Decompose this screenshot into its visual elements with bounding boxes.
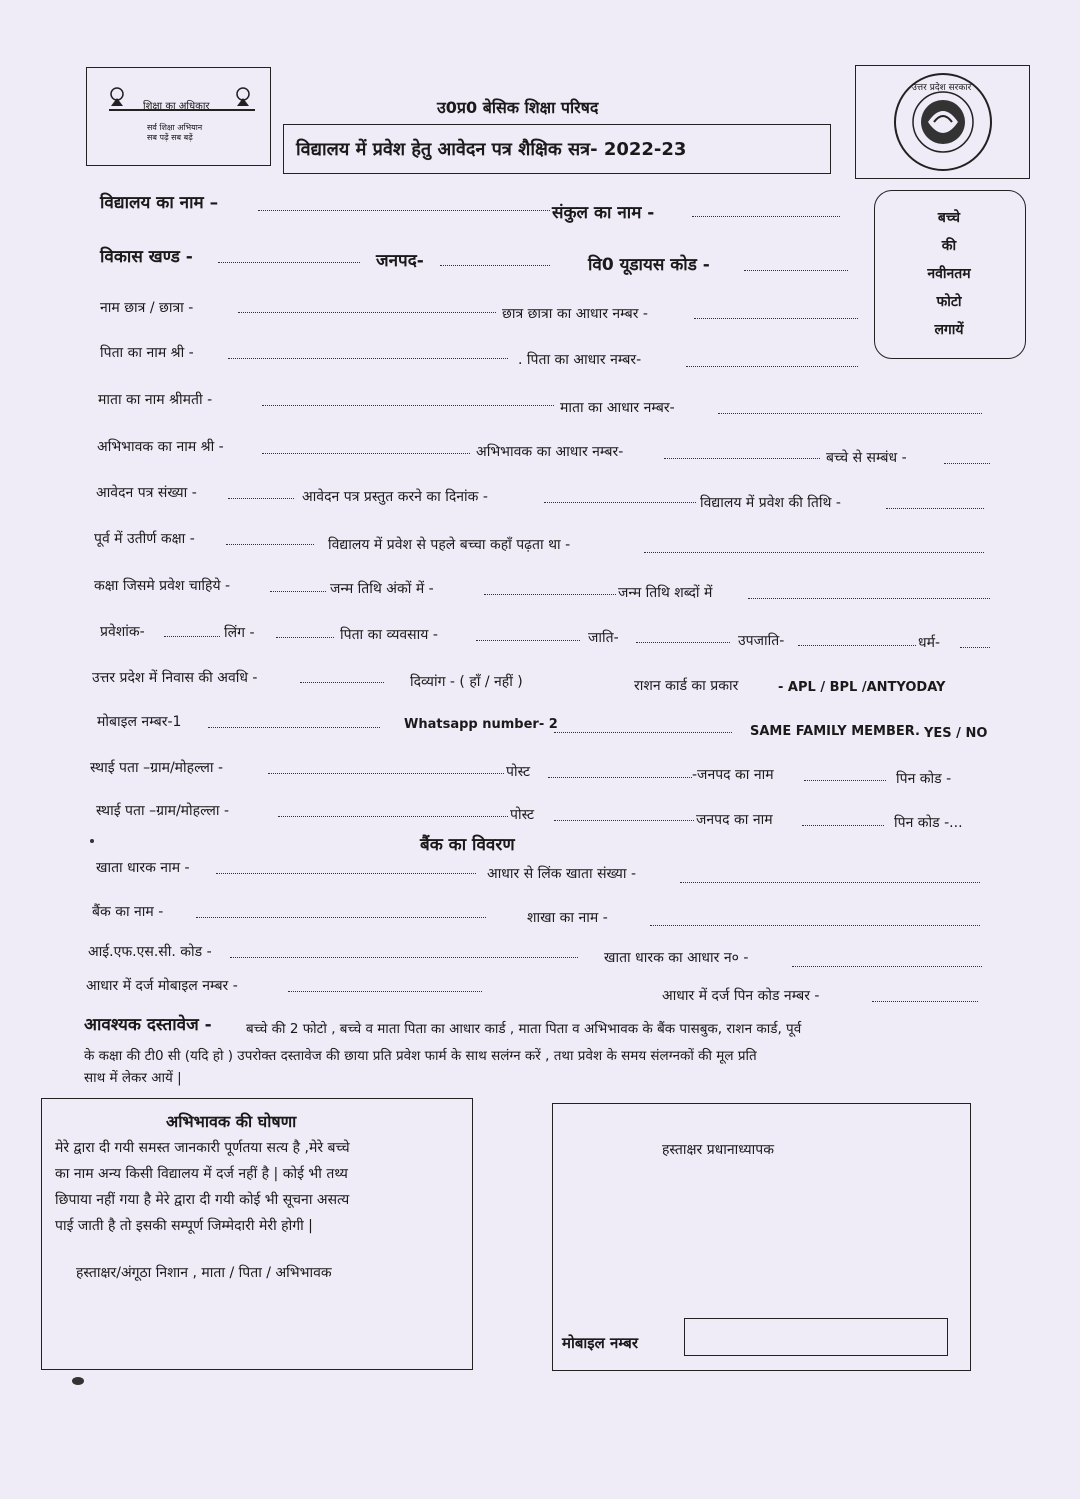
label-block: विकास खण्ड - bbox=[100, 247, 193, 267]
field-gender[interactable] bbox=[276, 637, 334, 638]
label-subcaste: उपजाति- bbox=[738, 633, 785, 649]
label-aadhar-mobile: आधार में दर्ज मोबाइल नम्बर - bbox=[86, 978, 238, 994]
field-block[interactable] bbox=[218, 262, 360, 263]
speck bbox=[90, 839, 94, 843]
field-branch[interactable] bbox=[650, 925, 980, 926]
declaration-line-1: मेरे द्वारा दी गयी समस्त जानकारी पूर्णतया सत्य है ,मेरे बच्चे bbox=[55, 1140, 350, 1156]
label-holder-aadhar: खाता धारक का आधार न० - bbox=[604, 950, 749, 966]
label-district2: -जनपद का नाम bbox=[692, 767, 774, 783]
logo-text-ssa: सर्व शिक्षा अभियान bbox=[147, 123, 203, 132]
declaration-line-3: छिपाया नहीं गया है मेरे द्वारा दी गयी कोई भी सूचना असत्य bbox=[55, 1192, 350, 1208]
label-aadhar-pin: आधार में दर्ज पिन कोड नम्बर - bbox=[662, 988, 820, 1004]
label-caste: जाति- bbox=[588, 630, 619, 646]
label-admission-no: प्रवेशांक- bbox=[100, 624, 145, 640]
label-district: जनपद- bbox=[376, 251, 424, 271]
field-guardian-name[interactable] bbox=[262, 453, 470, 454]
field-mobile1[interactable] bbox=[208, 727, 380, 728]
declaration-line-4: पाई जाती है तो इसकी सम्पूर्ण जिम्मेदारी मेरी होगी | bbox=[55, 1218, 313, 1234]
field-father-name[interactable] bbox=[228, 358, 508, 359]
documents-line-2: के कक्षा की टी0 सी (यदि हो ) उपरोक्त दस्तावेज की छाया प्रति प्रवेश फार्म के साथ सलंग्न करें , तथा प्रवेश के समय संलग्नकों की मूल प्रति bbox=[84, 1048, 757, 1064]
label-pin2: पिन कोड -... bbox=[894, 815, 963, 831]
label-district3: जनपद का नाम bbox=[696, 812, 773, 828]
field-father-aadhar[interactable] bbox=[686, 366, 858, 367]
field-ifsc[interactable] bbox=[230, 957, 578, 958]
same-family-yes-no[interactable]: YES / NO bbox=[924, 726, 988, 741]
documents-line-3: साथ में लेकर आयें | bbox=[84, 1070, 182, 1086]
label-dob-words: जन्म तिथि शब्दों में bbox=[618, 585, 713, 601]
guardian-signature-label: हस्ताक्षर/अंगूठा निशान , माता / पिता / अभिभावक bbox=[76, 1265, 332, 1281]
field-linked-acc[interactable] bbox=[680, 882, 980, 883]
label-admission-date: विद्यालय में प्रवेश की तिथि - bbox=[700, 495, 841, 511]
up-govt-seal bbox=[855, 65, 1030, 179]
field-mother-aadhar[interactable] bbox=[718, 413, 982, 414]
photo-text-4: फोटो bbox=[936, 294, 962, 310]
label-cluster-name: संकुल का नाम - bbox=[552, 203, 655, 223]
label-holder: खाता धारक नाम - bbox=[96, 860, 190, 876]
field-guardian-aadhar[interactable] bbox=[664, 458, 820, 459]
principal-mobile-label: मोबाइल नम्बर bbox=[562, 1334, 638, 1352]
principal-mobile-field[interactable] bbox=[684, 1318, 948, 1356]
principal-signature-label: हस्ताक्षर प्रधानाध्यापक bbox=[662, 1142, 775, 1158]
label-app-date: आवेदन पत्र प्रस्तुत करने का दिनांक - bbox=[302, 489, 488, 505]
field-district[interactable] bbox=[440, 265, 550, 266]
field-aadhar-pin[interactable] bbox=[872, 1001, 978, 1002]
label-student-aadhar: छात्र छात्रा का आधार नम्बर - bbox=[502, 306, 648, 322]
field-prev-school[interactable] bbox=[644, 552, 984, 553]
label-bank-name: बैंक का नाम - bbox=[92, 904, 164, 920]
label-same-family: SAME FAMILY MEMBER. bbox=[750, 724, 920, 739]
label-pin: पिन कोड - bbox=[896, 771, 952, 787]
title-box bbox=[283, 124, 831, 174]
label-mobile1: मोबाइल नम्बर-1 bbox=[97, 714, 182, 730]
field-holder-aadhar[interactable] bbox=[792, 966, 982, 967]
label-mother-name: माता का नाम श्रीमती - bbox=[98, 392, 213, 408]
label-whatsapp: Whatsapp number- 2 bbox=[404, 717, 558, 732]
label-ifsc: आई.एफ.एस.सी. कोड - bbox=[88, 944, 212, 960]
declaration-heading: अभिभावक की घोषणा bbox=[166, 1112, 297, 1131]
label-perm-address: स्थाई पता –ग्राम/मोहल्ला - bbox=[90, 760, 224, 776]
field-prev-class[interactable] bbox=[226, 544, 314, 545]
sarva-shiksha-logo bbox=[86, 67, 271, 166]
field-app-date[interactable] bbox=[544, 502, 696, 503]
label-ration-type: राशन कार्ड का प्रकार bbox=[634, 678, 739, 694]
label-app-no: आवेदन पत्र संख्या - bbox=[96, 485, 197, 501]
label-father-aadhar: . पिता का आधार नम्बर- bbox=[518, 352, 642, 368]
ink-blot bbox=[72, 1377, 84, 1385]
label-udise: वि0 यूडायस कोड - bbox=[588, 255, 710, 275]
field-district3[interactable] bbox=[802, 825, 884, 826]
field-relation[interactable] bbox=[944, 463, 990, 464]
logo-text-rte: शिक्षा का अधिकार bbox=[143, 101, 210, 112]
photo-text-1: बच्चे bbox=[937, 210, 961, 226]
seal-text: उत्तर प्रदेश सरकार bbox=[912, 83, 972, 93]
label-gender: लिंग - bbox=[224, 625, 255, 641]
ration-options[interactable]: - APL / BPL /ANTYODAY bbox=[778, 680, 946, 695]
field-post2[interactable] bbox=[554, 820, 694, 821]
bank-heading: बैंक का विवरण bbox=[420, 835, 515, 855]
form-title: विद्यालय में प्रवेश हेतु आवेदन पत्र शैक्षिक सत्र- 2022-23 bbox=[296, 139, 687, 160]
documents-heading: आवश्यक दस्तावेज - bbox=[84, 1015, 212, 1035]
field-admission-no[interactable] bbox=[164, 636, 220, 637]
photo-text-5: लगायें bbox=[934, 322, 964, 338]
label-prev-school: विद्यालय में प्रवेश से पहले बच्चा कहाँ पढ़ता था - bbox=[328, 537, 571, 553]
field-district2[interactable] bbox=[804, 780, 886, 781]
council-name: उ0प्र0 बेसिक शिक्षा परिषद bbox=[437, 98, 599, 117]
documents-line-1: बच्चे की 2 फोटो , बच्चे व माता पिता का आधार कार्ड , माता पिता व अभिभावक के बैंक पासबुक, राशन कार्ड, पूर्व bbox=[246, 1021, 802, 1037]
field-whatsapp[interactable] bbox=[554, 732, 732, 733]
field-student-name[interactable] bbox=[238, 312, 496, 313]
field-class-sought[interactable] bbox=[270, 591, 326, 592]
label-disabled[interactable]: दिव्यांग - ( हाँ / नहीं ) bbox=[410, 674, 523, 690]
label-guardian-aadhar: अभिभावक का आधार नम्बर- bbox=[476, 444, 624, 460]
label-relation: बच्चे से सम्बंध - bbox=[826, 450, 907, 466]
label-mother-aadhar: माता का आधार नम्बर- bbox=[560, 400, 675, 416]
label-post: पोस्ट bbox=[506, 764, 531, 780]
label-post2: पोस्ट bbox=[510, 807, 535, 823]
field-father-occupation[interactable] bbox=[476, 640, 580, 641]
label-guardian-name: अभिभावक का नाम श्री - bbox=[97, 439, 224, 455]
label-branch: शाखा का नाम - bbox=[527, 910, 608, 926]
label-class-sought: कक्षा जिसमे प्रवेश चाहिये - bbox=[94, 578, 231, 594]
photo-text-3: नवीनतम bbox=[927, 266, 971, 282]
label-residence: उत्तर प्रदेश में निवास की अवधि - bbox=[92, 670, 258, 686]
photo-text-2: की bbox=[941, 238, 957, 254]
field-udise[interactable] bbox=[744, 270, 848, 271]
label-prev-class: पूर्व में उतीर्ण कक्षा - bbox=[94, 531, 195, 547]
field-dob-words[interactable] bbox=[748, 598, 990, 599]
field-perm-address[interactable] bbox=[268, 773, 504, 774]
field-student-aadhar[interactable] bbox=[694, 318, 858, 319]
field-dob-digits[interactable] bbox=[484, 594, 616, 595]
field-subcaste[interactable] bbox=[798, 645, 916, 646]
field-holder[interactable] bbox=[216, 873, 476, 874]
field-mother-name[interactable] bbox=[262, 405, 554, 406]
field-post[interactable] bbox=[548, 777, 692, 778]
field-cluster-name[interactable] bbox=[692, 216, 840, 217]
label-school-name: विद्यालय का नाम – bbox=[100, 193, 219, 213]
field-residence[interactable] bbox=[300, 682, 384, 683]
field-bank-name[interactable] bbox=[196, 917, 486, 918]
field-perm-address2[interactable] bbox=[278, 816, 508, 817]
label-father-occupation: पिता का व्यवसाय - bbox=[340, 627, 438, 643]
field-caste[interactable] bbox=[636, 642, 730, 643]
label-dob-digits: जन्म तिथि अंकों में - bbox=[330, 581, 434, 597]
logo-text-slogan: सब पढ़ें सब बढ़ें bbox=[147, 133, 193, 142]
label-perm-address2: स्थाई पता –ग्राम/मोहल्ला - bbox=[96, 803, 230, 819]
field-app-no[interactable] bbox=[228, 498, 294, 499]
field-admission-date[interactable] bbox=[886, 508, 984, 509]
field-religion[interactable] bbox=[960, 647, 990, 648]
label-religion: धर्म- bbox=[918, 635, 941, 651]
label-linked-acc: आधार से लिंक खाता संख्या - bbox=[487, 866, 636, 882]
field-school-name[interactable] bbox=[258, 210, 550, 211]
label-student-name: नाम छात्र / छात्रा - bbox=[100, 300, 194, 316]
field-aadhar-mobile[interactable] bbox=[288, 991, 482, 992]
label-father-name: पिता का नाम श्री - bbox=[100, 345, 194, 361]
declaration-line-2: का नाम अन्य किसी विद्यालय में दर्ज नहीं है | कोई भी तथ्य bbox=[55, 1166, 348, 1182]
